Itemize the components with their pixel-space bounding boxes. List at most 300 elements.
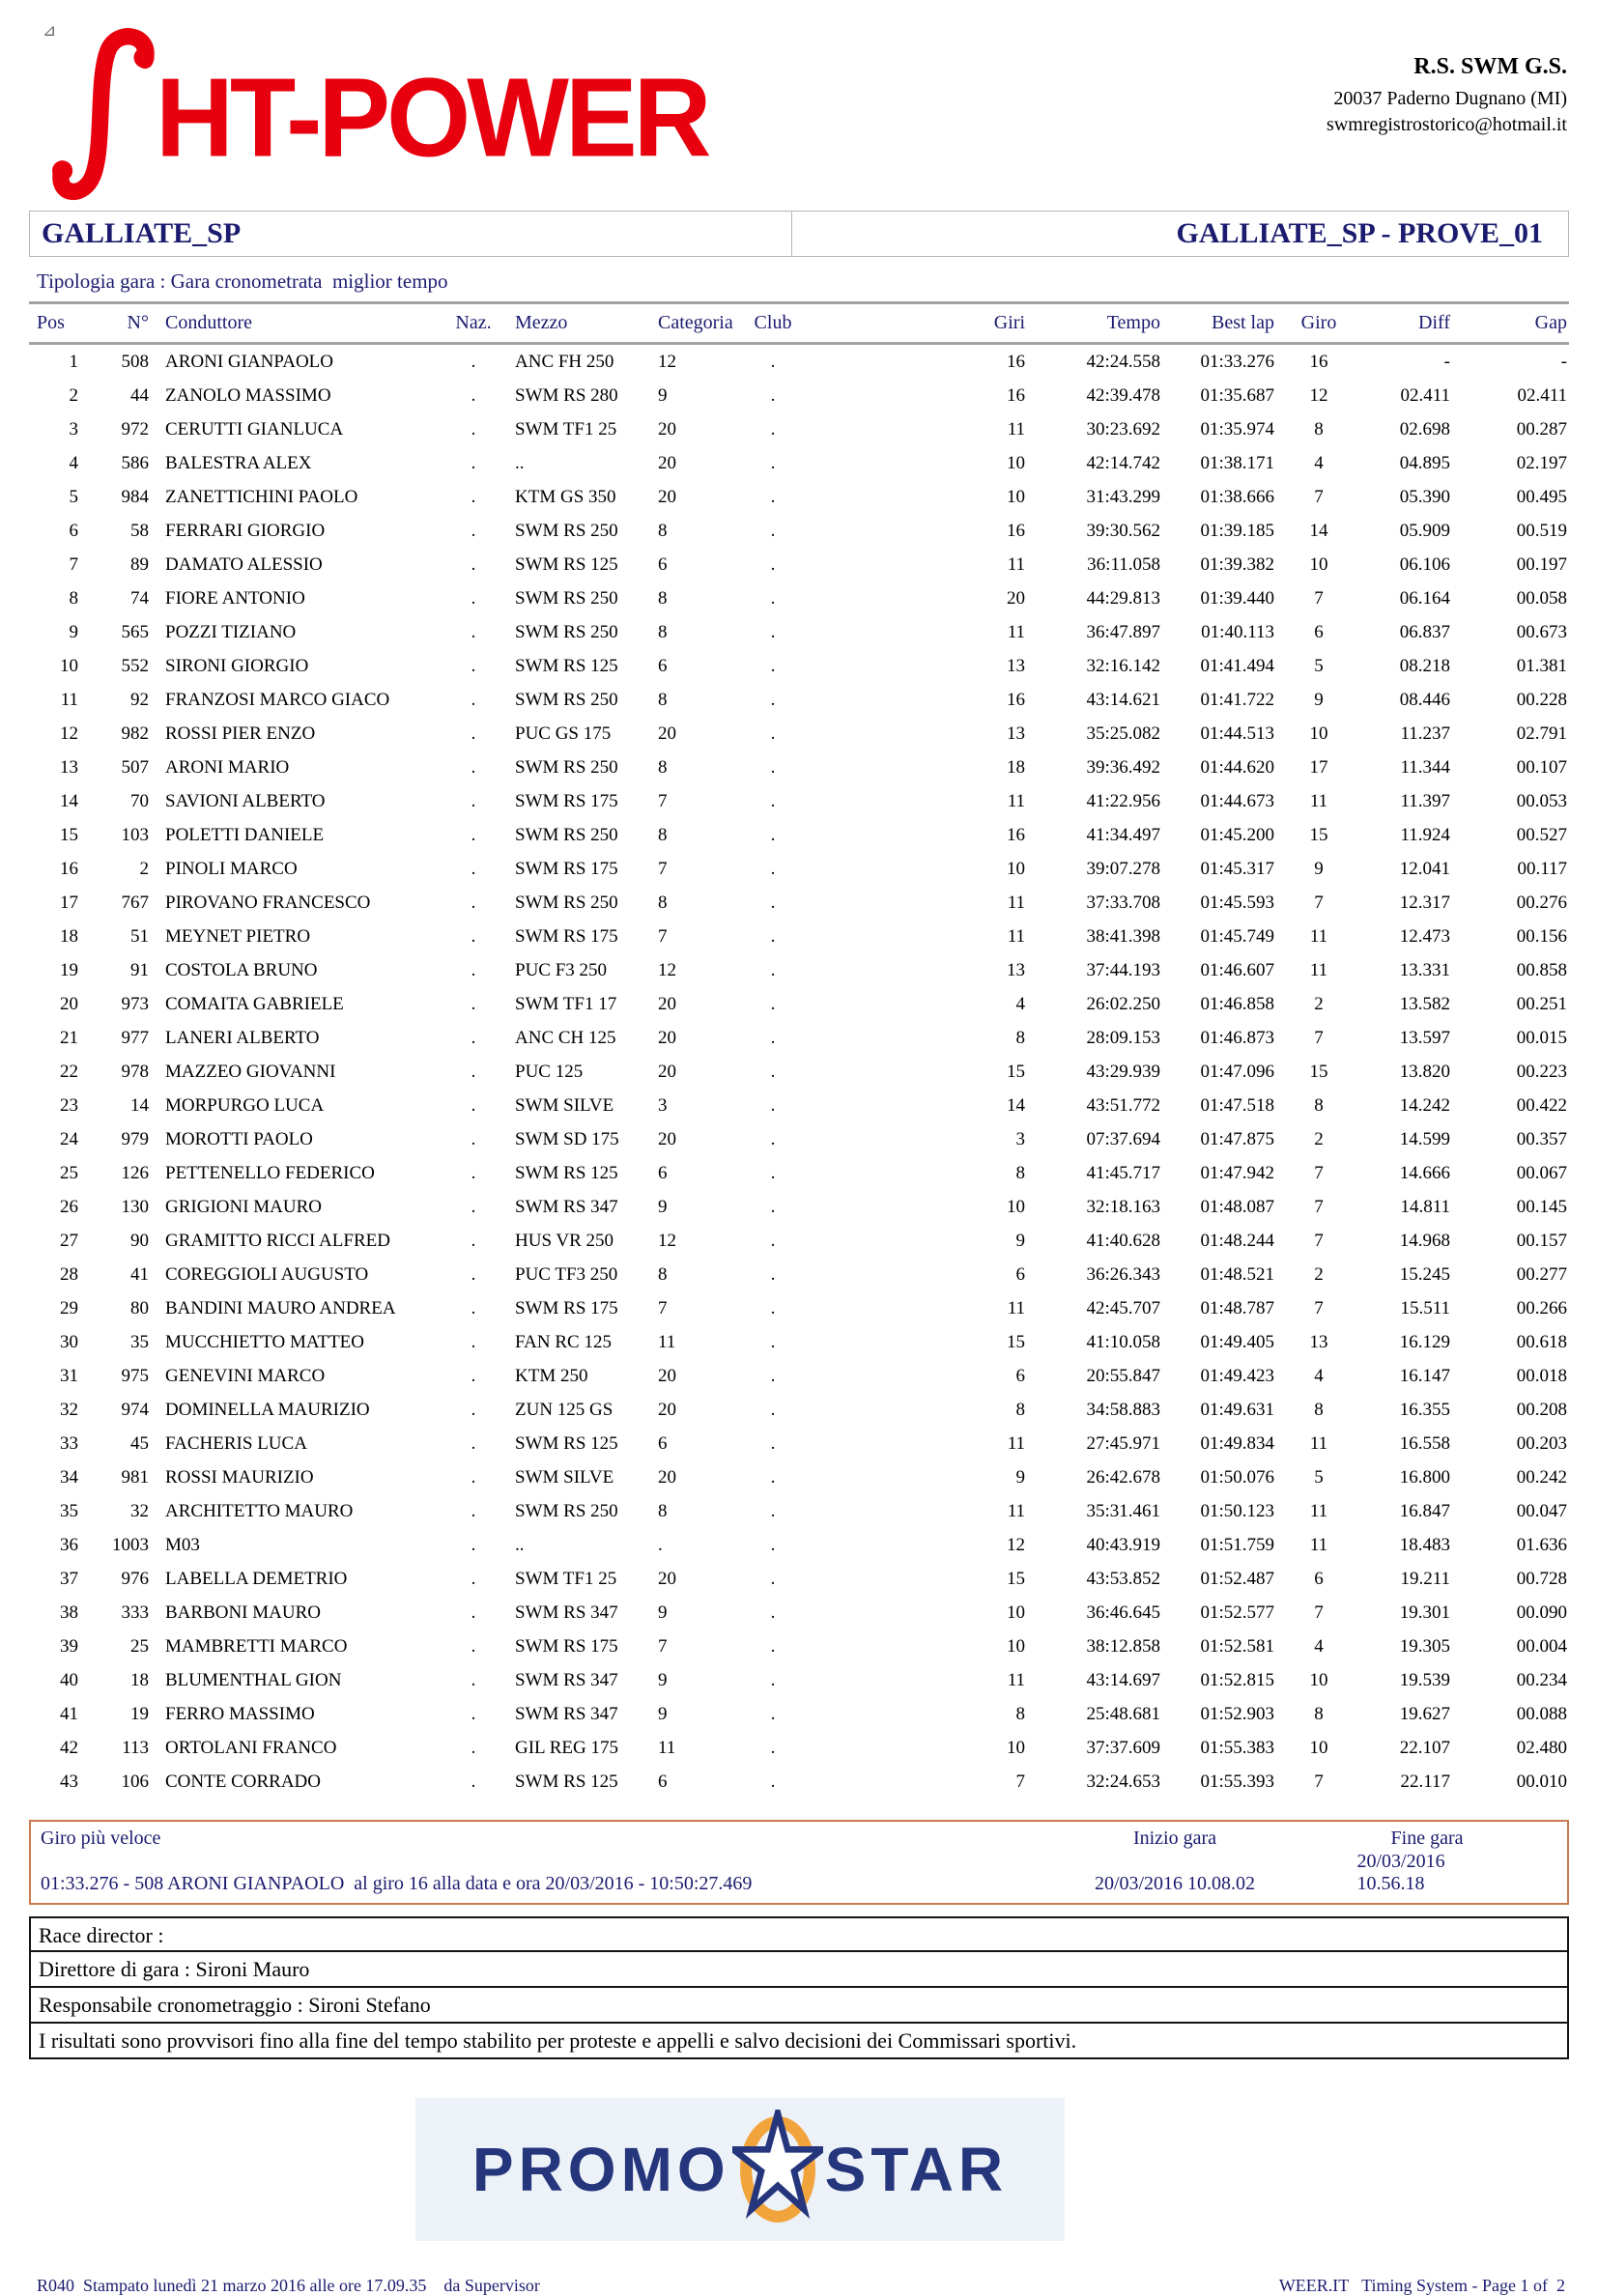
cell-mezzo: SWM RS 125 [515,1432,618,1454]
col-header-gap: Gap [1534,312,1567,333]
cell-conduttore: GENEVINI MARCO [165,1365,326,1386]
cell-tempo: 37:37.609 [1086,1737,1160,1758]
cell-gap: 00.197 [1516,553,1567,575]
cell-num: 972 [121,418,149,439]
cell-diff: 19.305 [1399,1635,1450,1657]
table-row [29,1021,1569,1055]
corner-mark: ⊿ [43,21,57,40]
cell-giri: 11 [1007,1297,1025,1318]
cell-num: 92 [130,689,149,710]
table-row [29,987,1569,1021]
cell-gap: 00.203 [1516,1432,1567,1454]
cell-giri: 15 [1007,1331,1025,1352]
cell-naz: . [471,418,476,439]
cell-categoria: 6 [658,553,668,575]
cell-tempo: 39:30.562 [1086,520,1160,541]
table-row [29,1156,1569,1190]
cell-naz: . [471,723,476,744]
table-row [29,446,1569,480]
table-row [29,1528,1569,1562]
cell-conduttore: GRIGIONI MAURO [165,1196,323,1217]
cell-best-lap: 01:35.974 [1200,418,1274,439]
cell-pos: 36 [60,1534,78,1555]
cell-giri: 10 [1007,452,1025,473]
cell-best-lap: 01:47.518 [1200,1094,1274,1116]
cell-giri: 13 [1007,655,1025,676]
cell-giri: 11 [1007,418,1025,439]
cell-categoria: 7 [658,858,668,879]
table-row [29,1630,1569,1663]
cell-giri: 8 [1015,1703,1025,1724]
table-row [29,379,1569,412]
cell-tempo: 20:55.847 [1086,1365,1160,1386]
cell-best-lap: 01:39.440 [1200,587,1274,609]
cell-conduttore: GRAMITTO RICCI ALFRED [165,1230,390,1251]
cell-giri: 9 [1015,1230,1025,1251]
cell-diff: 06.164 [1399,587,1450,609]
cell-giri: 6 [1015,1263,1025,1285]
cell-categoria: 20 [658,993,676,1014]
cell-giro: 10 [1309,1669,1328,1690]
col-header-best-lap: Best lap [1212,312,1274,333]
cell-num: 41 [130,1263,149,1285]
cell-club: . [770,1534,776,1555]
cell-mezzo: SWM RS 250 [515,892,618,913]
cell-giri: 10 [1007,858,1025,879]
cell-mezzo: ANC FH 250 [515,351,614,372]
cell-giro: 7 [1314,1162,1324,1183]
cell-num: 975 [121,1365,149,1386]
cell-conduttore: POZZI TIZIANO [165,621,297,642]
cell-naz: . [471,1771,476,1792]
cell-club: . [770,1669,776,1690]
cell-giri: 10 [1007,486,1025,507]
ht-power-logo [50,25,708,211]
table-row [29,1562,1569,1596]
cell-tempo: 41:34.497 [1086,824,1160,845]
cell-num: 333 [121,1602,149,1623]
results-table-head [29,303,1569,344]
table-row [29,1494,1569,1528]
cell-pos: 16 [60,858,78,879]
cell-giro: 9 [1314,858,1324,879]
table-row [29,784,1569,818]
cell-tempo: 43:53.852 [1086,1568,1160,1589]
cell-giro: 7 [1314,1771,1324,1792]
cell-gap: 00.107 [1516,756,1567,778]
table-row [29,751,1569,784]
cell-giro: 7 [1314,587,1324,609]
cell-naz: . [471,1669,476,1690]
cell-best-lap: 01:35.687 [1200,384,1274,406]
cell-pos: 15 [60,824,78,845]
cell-naz: . [471,1568,476,1589]
cell-diff: 05.909 [1399,520,1450,541]
official-row: Responsabile cronometraggio : Sironi Stefano [29,1988,1569,2024]
table-row [29,1325,1569,1359]
cell-giro: 15 [1309,824,1328,845]
cell-mezzo: SWM RS 175 [515,1297,618,1318]
cell-naz: . [471,756,476,778]
cell-tempo: 41:40.628 [1086,1230,1160,1251]
cell-mezzo: SWM RS 280 [515,384,618,406]
cell-club: . [770,1602,776,1623]
cell-gap: 00.208 [1516,1399,1567,1420]
cell-num: 977 [121,1027,149,1048]
cell-giro: 7 [1314,1196,1324,1217]
cell-diff: - [1443,351,1450,372]
cell-tempo: 36:47.897 [1086,621,1160,642]
cell-conduttore: COREGGIOLI AUGUSTO [165,1263,369,1285]
cell-best-lap: 01:48.521 [1200,1263,1274,1285]
cell-tempo: 41:22.956 [1086,790,1160,811]
cell-num: 508 [121,351,149,372]
cell-giri: 8 [1015,1399,1025,1420]
col-header-naz: Naz. [455,312,492,333]
cell-categoria: 3 [658,1094,668,1116]
cell-best-lap: 01:44.673 [1200,790,1274,811]
cell-giri: 11 [1007,1669,1025,1690]
title-row [29,211,1569,257]
col-header-conduttore: Conduttore [165,312,252,333]
cell-pos: 28 [60,1263,78,1285]
cell-num: 767 [121,892,149,913]
cell-tempo: 36:11.058 [1087,553,1160,575]
cell-tempo: 43:14.697 [1086,1669,1160,1690]
cell-club: . [770,689,776,710]
cell-giri: 8 [1015,1162,1025,1183]
cell-naz: . [471,1027,476,1048]
cell-diff: 18.483 [1399,1534,1450,1555]
cell-club: . [770,858,776,879]
cell-gap: 00.519 [1516,520,1567,541]
cell-categoria: 8 [658,756,668,778]
cell-conduttore: MUCCHIETTO MATTEO [165,1331,365,1352]
cell-num: 552 [121,655,149,676]
cell-best-lap: 01:33.276 [1200,351,1274,372]
cell-giri: 7 [1015,1771,1025,1792]
table-row [29,1663,1569,1697]
cell-naz: . [471,1196,476,1217]
cell-club: . [770,1331,776,1352]
cell-club: . [770,1466,776,1488]
cell-naz: . [471,1703,476,1724]
cell-num: 981 [121,1466,149,1488]
cell-best-lap: 01:45.593 [1200,892,1274,913]
table-row [29,852,1569,886]
cell-naz: . [471,892,476,913]
cell-categoria: 20 [658,1027,676,1048]
cell-giri: 11 [1007,621,1025,642]
cell-tempo: 32:16.142 [1086,655,1160,676]
race-end-value: 20/03/2016 10.56.18 [1356,1851,1445,1894]
cell-best-lap: 01:48.087 [1200,1196,1274,1217]
cell-categoria: 8 [658,587,668,609]
cell-tempo: 38:41.398 [1086,925,1160,947]
cell-gap: 00.223 [1516,1061,1567,1082]
cell-best-lap: 01:39.185 [1200,520,1274,541]
cell-club: . [770,723,776,744]
cell-diff: 15.245 [1399,1263,1450,1285]
col-header-mezzo: Mezzo [515,312,568,333]
cell-tempo: 26:02.250 [1086,993,1160,1014]
cell-giro: 11 [1309,959,1328,980]
cell-mezzo: FAN RC 125 [515,1331,612,1352]
cell-club: . [770,1263,776,1285]
cell-categoria: 9 [658,384,668,406]
cell-best-lap: 01:46.873 [1200,1027,1274,1048]
race-type-label: Tipologia gara : Gara cronometrata miglior tempo [37,269,448,293]
cell-giri: 11 [1007,790,1025,811]
cell-num: 18 [130,1669,149,1690]
cell-best-lap: 01:48.787 [1200,1297,1274,1318]
cell-categoria: 12 [658,1230,676,1251]
cell-conduttore: CONTE CORRADO [165,1771,321,1792]
cell-diff: 11.924 [1400,824,1450,845]
cell-club: . [770,1162,776,1183]
cell-best-lap: 01:49.834 [1200,1432,1274,1454]
cell-giri: 16 [1007,689,1025,710]
cell-diff: 13.820 [1399,1061,1450,1082]
cell-naz: . [471,1534,476,1555]
cell-categoria: 11 [658,1331,676,1352]
cell-giri: 3 [1015,1128,1025,1149]
cell-gap: 00.495 [1516,486,1567,507]
cell-gap: 02.791 [1516,723,1567,744]
cell-giri: 18 [1007,756,1025,778]
cell-giro: 7 [1314,892,1324,913]
cell-categoria: 8 [658,1263,668,1285]
cell-gap: 02.480 [1516,1737,1567,1758]
cell-club: . [770,1196,776,1217]
cell-club: . [770,756,776,778]
race-start-value: 20/03/2016 10.08.02 [1094,1873,1256,1894]
cell-num: 91 [130,959,149,980]
cell-num: 130 [121,1196,149,1217]
cell-gap: 00.357 [1516,1128,1567,1149]
cell-diff: 11.344 [1400,756,1450,778]
cell-gap: 00.527 [1516,824,1567,845]
cell-categoria: 7 [658,790,668,811]
cell-conduttore: FRANZOSI MARCO GIACO [165,689,390,710]
cell-pos: 37 [60,1568,78,1589]
cell-best-lap: 01:47.875 [1200,1128,1274,1149]
cell-num: 90 [130,1230,149,1251]
cell-conduttore: PINOLI MARCO [165,858,298,879]
cell-categoria: 6 [658,1771,668,1792]
cell-num: 19 [130,1703,149,1724]
table-row [29,1596,1569,1630]
cell-best-lap: 01:49.405 [1200,1331,1274,1352]
cell-conduttore: MOROTTI PAOLO [165,1128,313,1149]
cell-naz: . [471,1365,476,1386]
fastest-lap-label: Giro più veloce [41,1828,161,1849]
cell-naz: . [471,1263,476,1285]
col-header-club: Club [754,312,792,333]
cell-diff: 12.041 [1399,858,1450,879]
cell-tempo: 34:58.883 [1086,1399,1160,1420]
cell-tempo: 32:24.653 [1086,1771,1160,1792]
cell-naz: . [471,520,476,541]
cell-tempo: 37:44.193 [1086,959,1160,980]
cell-tempo: 43:51.772 [1086,1094,1160,1116]
cell-mezzo: SWM RS 347 [515,1602,618,1623]
cell-pos: 42 [60,1737,78,1758]
cell-pos: 34 [60,1466,78,1488]
cell-tempo: 39:07.278 [1086,858,1160,879]
org-info [1327,54,1567,138]
cell-pos: 23 [60,1094,78,1116]
cell-club: . [770,959,776,980]
cell-tempo: 44:29.813 [1086,587,1160,609]
cell-giro: 5 [1314,655,1324,676]
cell-diff: 19.211 [1400,1568,1450,1589]
cell-mezzo: SWM RS 125 [515,1771,618,1792]
cell-giro: 8 [1314,1399,1324,1420]
cell-categoria: 20 [658,1365,676,1386]
cell-best-lap: 01:45.200 [1200,824,1274,845]
cell-diff: 14.599 [1399,1128,1450,1149]
cell-tempo: 40:43.919 [1086,1534,1160,1555]
cell-club: . [770,587,776,609]
cell-gap: 00.015 [1516,1027,1567,1048]
cell-club: . [770,993,776,1014]
cell-giro: 7 [1314,1027,1324,1048]
cell-conduttore: ROSSI MAURIZIO [165,1466,314,1488]
cell-pos: 8 [69,587,78,609]
cell-diff: 14.968 [1399,1230,1450,1251]
cell-pos: 32 [60,1399,78,1420]
cell-mezzo: SWM RS 175 [515,858,618,879]
cell-conduttore: DOMINELLA MAURIZIO [165,1399,370,1420]
col-header-tempo: Tempo [1106,312,1160,333]
cell-diff: 13.582 [1399,993,1450,1014]
cell-best-lap: 01:49.631 [1200,1399,1274,1420]
cell-pos: 24 [60,1128,78,1149]
cell-pos: 43 [60,1771,78,1792]
cell-gap: 00.157 [1516,1230,1567,1251]
cell-giro: 10 [1309,1737,1328,1758]
cell-gap: 00.067 [1516,1162,1567,1183]
cell-giro: 11 [1309,790,1328,811]
cell-best-lap: 01:38.171 [1200,452,1274,473]
cell-mezzo: PUC TF3 250 [515,1263,618,1285]
cell-pos: 9 [69,621,78,642]
header-row [29,303,1569,344]
cell-tempo: 25:48.681 [1086,1703,1160,1724]
cell-pos: 29 [60,1297,78,1318]
org-name: R.S. SWM G.S. [1413,54,1567,79]
cell-best-lap: 01:44.513 [1200,723,1274,744]
cell-giro: 5 [1314,1466,1324,1488]
cell-naz: . [471,486,476,507]
table-row [29,1224,1569,1258]
cell-tempo: 28:09.153 [1086,1027,1160,1048]
cell-conduttore: LABELLA DEMETRIO [165,1568,348,1589]
cell-naz: . [471,959,476,980]
col-header-giro: Giro [1300,312,1337,333]
cell-mezzo: SWM RS 250 [515,520,618,541]
cell-tempo: 30:23.692 [1086,418,1160,439]
cell-categoria: 7 [658,1297,668,1318]
cell-giro: 6 [1314,621,1324,642]
cell-naz: . [471,452,476,473]
cell-diff: 22.117 [1400,1771,1450,1792]
cell-club: . [770,1635,776,1657]
cell-gap: 00.858 [1516,959,1567,980]
cell-giro: 6 [1314,1568,1324,1589]
cell-giri: 11 [1007,1500,1025,1521]
cell-club: . [770,553,776,575]
cell-mezzo: .. [515,452,525,473]
cell-naz: . [471,790,476,811]
cell-gap: 00.004 [1516,1635,1567,1657]
cell-naz: . [471,621,476,642]
cell-naz: . [471,1466,476,1488]
cell-naz: . [471,1094,476,1116]
cell-giri: 16 [1007,351,1025,372]
cell-giro: 2 [1314,1263,1324,1285]
cell-giro: 4 [1314,452,1324,473]
cell-tempo: 31:43.299 [1086,486,1160,507]
cell-diff: 12.317 [1399,892,1450,913]
cell-categoria: 12 [658,351,676,372]
table-row [29,1055,1569,1089]
cell-num: 973 [121,993,149,1014]
cell-best-lap: 01:39.382 [1200,553,1274,575]
cell-num: 32 [130,1500,149,1521]
cell-giro: 4 [1314,1635,1324,1657]
table-row [29,412,1569,446]
cell-tempo: 38:12.858 [1086,1635,1160,1657]
cell-conduttore: DAMATO ALESSIO [165,553,323,575]
star-icon [732,2110,823,2229]
cell-categoria: 8 [658,621,668,642]
cell-mezzo: SWM TF1 25 [515,1568,617,1589]
cell-naz: . [471,925,476,947]
cell-diff: 16.129 [1399,1331,1450,1352]
cell-conduttore: LANERI ALBERTO [165,1027,320,1048]
cell-conduttore: BALESTRA ALEX [165,452,312,473]
cell-pos: 22 [60,1061,78,1082]
cell-club: . [770,1500,776,1521]
cell-conduttore: COSTOLA BRUNO [165,959,318,980]
table-row [29,1089,1569,1122]
cell-naz: . [471,1432,476,1454]
cell-diff: 13.331 [1399,959,1450,980]
cell-gap: 00.010 [1516,1771,1567,1792]
cell-gap: 00.156 [1516,925,1567,947]
cell-naz: . [471,655,476,676]
cell-naz: . [471,351,476,372]
cell-giro: 2 [1314,1128,1324,1149]
cell-club: . [770,1094,776,1116]
cell-gap: 00.728 [1516,1568,1567,1589]
results-table [29,301,1569,1799]
cell-conduttore: SIRONI GIORGIO [165,655,309,676]
table-row [29,1258,1569,1291]
cell-mezzo: HUS VR 250 [515,1230,614,1251]
cell-giro: 8 [1314,418,1324,439]
cell-giri: 15 [1007,1568,1025,1589]
cell-pos: 35 [60,1500,78,1521]
cell-conduttore: ROSSI PIER ENZO [165,723,316,744]
cell-giri: 14 [1007,1094,1025,1116]
cell-naz: . [471,1737,476,1758]
cell-giri: 11 [1007,925,1025,947]
table-row [29,920,1569,953]
cell-naz: . [471,1162,476,1183]
